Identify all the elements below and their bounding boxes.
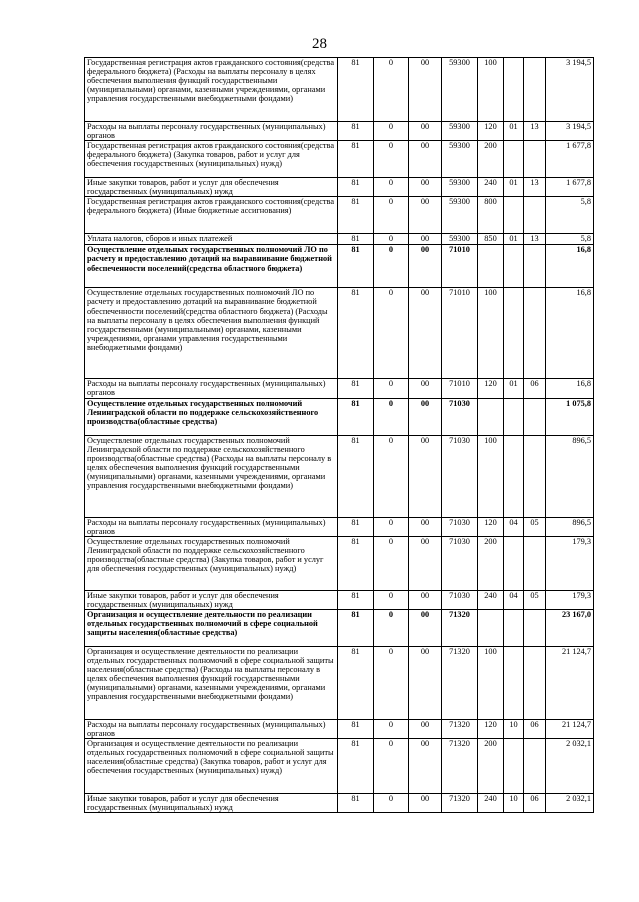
cell-c2: 0 xyxy=(374,141,409,178)
cell-name: Организация и осуществление деятельности по реализации отдельных государственных полномочий в сфере социальной защиты населения(областные средства) xyxy=(85,609,338,646)
cell-c6 xyxy=(504,58,524,122)
cell-c5: 240 xyxy=(478,794,504,813)
cell-name: Иные закупки товаров, работ и услуг для обеспечения государственных (муниципальных) нужд xyxy=(85,178,338,197)
cell-c5: 200 xyxy=(478,739,504,794)
cell-amount: 1 075,8 xyxy=(546,398,594,435)
cell-c4: 71030 xyxy=(442,590,478,609)
cell-c6 xyxy=(504,141,524,178)
cell-c7: 13 xyxy=(524,234,546,245)
table-row xyxy=(85,122,594,141)
cell-name: Государственная регистрация актов гражданского состояния(средства федерального бюджета) (Расходы на выплаты персоналу в целях обеспечения выполнения функций государственными (муниципальными) органами, казенными учреждениями, органами управления государственными внебюджетными фондами) xyxy=(85,58,338,122)
cell-name: Уплата налогов, сборов и иных платежей xyxy=(85,234,338,245)
cell-c2: 0 xyxy=(374,794,409,813)
cell-c3: 00 xyxy=(409,178,442,197)
cell-c7 xyxy=(524,58,546,122)
cell-c2: 0 xyxy=(374,719,409,738)
cell-c5: 200 xyxy=(478,141,504,178)
cell-c4: 59300 xyxy=(442,122,478,141)
cell-c4: 71030 xyxy=(442,435,478,517)
cell-c5: 200 xyxy=(478,536,504,590)
table-row xyxy=(85,379,594,398)
cell-c7: 13 xyxy=(524,122,546,141)
cell-c6: 01 xyxy=(504,178,524,197)
cell-c5: 240 xyxy=(478,178,504,197)
cell-name: Иные закупки товаров, работ и услуг для обеспечения государственных (муниципальных) нужд xyxy=(85,794,338,813)
table-row xyxy=(85,536,594,590)
cell-c2: 0 xyxy=(374,288,409,379)
cell-c6: 04 xyxy=(504,590,524,609)
cell-c6: 01 xyxy=(504,379,524,398)
cell-c3: 00 xyxy=(409,536,442,590)
cell-c2: 0 xyxy=(374,398,409,435)
table-row xyxy=(85,58,594,122)
cell-c3: 00 xyxy=(409,197,442,234)
table-row xyxy=(85,590,594,609)
cell-c1: 81 xyxy=(338,435,374,517)
cell-name: Государственная регистрация актов гражданского состояния(средства федерального бюджета) (Иные бюджетные ассигнования) xyxy=(85,197,338,234)
cell-c4: 71010 xyxy=(442,379,478,398)
cell-amount: 21 124,7 xyxy=(546,719,594,738)
cell-c5: 100 xyxy=(478,435,504,517)
cell-amount: 1 677,8 xyxy=(546,141,594,178)
cell-name: Осуществление отдельных государственных полномочий Ленинградской области по поддержке сельскохозяйственного производства(областные средства) xyxy=(85,398,338,435)
cell-c1: 81 xyxy=(338,178,374,197)
cell-c3: 00 xyxy=(409,379,442,398)
cell-c7 xyxy=(524,536,546,590)
cell-amount: 16,8 xyxy=(546,288,594,379)
table-row xyxy=(85,609,594,646)
cell-c4: 71320 xyxy=(442,794,478,813)
cell-c4: 71320 xyxy=(442,719,478,738)
cell-c6 xyxy=(504,536,524,590)
cell-amount: 896,5 xyxy=(546,517,594,536)
cell-c7 xyxy=(524,288,546,379)
cell-c3: 00 xyxy=(409,609,442,646)
page-number: 28 xyxy=(312,36,327,52)
table-row xyxy=(85,398,594,435)
table-row xyxy=(85,178,594,197)
cell-name: Расходы на выплаты персоналу государственных (муниципальных) органов xyxy=(85,122,338,141)
cell-c4: 59300 xyxy=(442,197,478,234)
cell-name: Осуществление отдельных государственных полномочий Ленинградской области по поддержке сельскохозяйственного производства(областные средства) (Расходы на выплаты персоналу в целях обеспечения выполнения функций государственными (муниципальными) органами, казенными учреждениями, органами управления государственными внебюджетными фондами) xyxy=(85,435,338,517)
cell-c1: 81 xyxy=(338,536,374,590)
cell-c2: 0 xyxy=(374,197,409,234)
cell-c2: 0 xyxy=(374,234,409,245)
cell-c1: 81 xyxy=(338,197,374,234)
cell-amount: 179,3 xyxy=(546,590,594,609)
cell-c4: 71320 xyxy=(442,646,478,719)
cell-c6 xyxy=(504,197,524,234)
cell-name: Организация и осуществление деятельности по реализации отдельных государственных полномочий в сфере социальной защиты населения(областные средства) (Расходы на выплаты персоналу в целях обеспечения выполнения функций государственными (муниципальными) органами, казенными учреждениями, органами управления государственными внебюджетными фондами) xyxy=(85,646,338,719)
cell-amount: 5,8 xyxy=(546,197,594,234)
table-row xyxy=(85,435,594,517)
cell-c5: 100 xyxy=(478,288,504,379)
cell-amount: 21 124,7 xyxy=(546,646,594,719)
cell-c3: 00 xyxy=(409,58,442,122)
cell-c5: 800 xyxy=(478,197,504,234)
cell-c4: 71030 xyxy=(442,536,478,590)
cell-c1: 81 xyxy=(338,609,374,646)
cell-c2: 0 xyxy=(374,178,409,197)
cell-c3: 00 xyxy=(409,435,442,517)
cell-c7 xyxy=(524,245,546,288)
cell-name: Расходы на выплаты персоналу государственных (муниципальных) органов xyxy=(85,517,338,536)
cell-c1: 81 xyxy=(338,739,374,794)
cell-c5: 850 xyxy=(478,234,504,245)
table-row xyxy=(85,141,594,178)
cell-c7: 05 xyxy=(524,590,546,609)
cell-c2: 0 xyxy=(374,739,409,794)
cell-c7 xyxy=(524,646,546,719)
table-row xyxy=(85,288,594,379)
cell-c2: 0 xyxy=(374,590,409,609)
cell-c2: 0 xyxy=(374,58,409,122)
cell-c3: 00 xyxy=(409,719,442,738)
table-row xyxy=(85,234,594,245)
cell-c1: 81 xyxy=(338,719,374,738)
cell-c5 xyxy=(478,245,504,288)
cell-c5: 100 xyxy=(478,646,504,719)
cell-c4: 71010 xyxy=(442,245,478,288)
cell-c7 xyxy=(524,141,546,178)
cell-c2: 0 xyxy=(374,517,409,536)
cell-c4: 59300 xyxy=(442,234,478,245)
cell-c6: 01 xyxy=(504,234,524,245)
cell-c3: 00 xyxy=(409,245,442,288)
cell-c1: 81 xyxy=(338,58,374,122)
cell-c3: 00 xyxy=(409,288,442,379)
cell-c7: 06 xyxy=(524,794,546,813)
cell-amount: 1 677,8 xyxy=(546,178,594,197)
cell-c7 xyxy=(524,398,546,435)
cell-c1: 81 xyxy=(338,794,374,813)
cell-amount: 179,3 xyxy=(546,536,594,590)
cell-c4: 71010 xyxy=(442,288,478,379)
cell-c1: 81 xyxy=(338,288,374,379)
cell-c4: 71030 xyxy=(442,517,478,536)
table-body xyxy=(85,58,594,813)
cell-c5: 120 xyxy=(478,122,504,141)
cell-c6: 10 xyxy=(504,794,524,813)
cell-c4: 71030 xyxy=(442,398,478,435)
cell-c7: 06 xyxy=(524,719,546,738)
table-row xyxy=(85,739,594,794)
cell-c5: 120 xyxy=(478,517,504,536)
cell-c6 xyxy=(504,609,524,646)
cell-c2: 0 xyxy=(374,435,409,517)
cell-c4: 71320 xyxy=(442,609,478,646)
cell-amount: 2 032,1 xyxy=(546,739,594,794)
cell-c6 xyxy=(504,245,524,288)
cell-c6 xyxy=(504,435,524,517)
cell-c2: 0 xyxy=(374,122,409,141)
cell-amount: 3 194,5 xyxy=(546,122,594,141)
table-row xyxy=(85,794,594,813)
cell-c5: 120 xyxy=(478,379,504,398)
cell-amount: 16,8 xyxy=(546,245,594,288)
cell-name: Организация и осуществление деятельности по реализации отдельных государственных полномочий в сфере социальной защиты населения(областные средства) (Закупка товаров, работ и услуг для обеспечения государственных (муниципальных) нужд) xyxy=(85,739,338,794)
cell-c5: 240 xyxy=(478,590,504,609)
cell-c6 xyxy=(504,646,524,719)
table-row xyxy=(85,719,594,738)
cell-c5: 120 xyxy=(478,719,504,738)
cell-amount: 23 167,0 xyxy=(546,609,594,646)
cell-c6: 10 xyxy=(504,719,524,738)
cell-c7: 13 xyxy=(524,178,546,197)
table-row xyxy=(85,646,594,719)
cell-c2: 0 xyxy=(374,646,409,719)
cell-c1: 81 xyxy=(338,234,374,245)
cell-name: Расходы на выплаты персоналу государственных (муниципальных) органов xyxy=(85,379,338,398)
budget-table xyxy=(84,57,594,813)
cell-c3: 00 xyxy=(409,517,442,536)
cell-c6: 01 xyxy=(504,122,524,141)
table-row xyxy=(85,517,594,536)
cell-c4: 59300 xyxy=(442,178,478,197)
cell-c1: 81 xyxy=(338,141,374,178)
cell-c1: 81 xyxy=(338,245,374,288)
cell-c3: 00 xyxy=(409,590,442,609)
cell-c7: 05 xyxy=(524,517,546,536)
cell-c3: 00 xyxy=(409,141,442,178)
cell-c3: 00 xyxy=(409,398,442,435)
cell-c7 xyxy=(524,739,546,794)
cell-c5 xyxy=(478,398,504,435)
cell-c2: 0 xyxy=(374,379,409,398)
table-row xyxy=(85,245,594,288)
cell-name: Иные закупки товаров, работ и услуг для обеспечения государственных (муниципальных) нужд xyxy=(85,590,338,609)
cell-c1: 81 xyxy=(338,379,374,398)
cell-c3: 00 xyxy=(409,122,442,141)
cell-c1: 81 xyxy=(338,646,374,719)
cell-c6 xyxy=(504,398,524,435)
cell-c3: 00 xyxy=(409,234,442,245)
cell-name: Расходы на выплаты персоналу государственных (муниципальных) органов xyxy=(85,719,338,738)
cell-c6 xyxy=(504,739,524,794)
cell-c4: 59300 xyxy=(442,141,478,178)
cell-c7 xyxy=(524,609,546,646)
table-row xyxy=(85,197,594,234)
cell-c1: 81 xyxy=(338,398,374,435)
cell-amount: 896,5 xyxy=(546,435,594,517)
cell-name: Осуществление отдельных государственных полномочий ЛО по расчету и предоставлению дотаций на выравнивание бюджетной обеспеченности поселений(средства областного бюджета) (Расходы на выплаты персоналу в целях обеспечения выполнения функций государственными (муниципальными) органами, казенными учреждениями, органами управления государственными внебюджетными фондами) xyxy=(85,288,338,379)
cell-amount: 3 194,5 xyxy=(546,58,594,122)
cell-c3: 00 xyxy=(409,646,442,719)
cell-amount: 5,8 xyxy=(546,234,594,245)
cell-c6 xyxy=(504,288,524,379)
cell-c1: 81 xyxy=(338,122,374,141)
cell-c1: 81 xyxy=(338,590,374,609)
cell-c7 xyxy=(524,197,546,234)
cell-amount: 16,8 xyxy=(546,379,594,398)
cell-c3: 00 xyxy=(409,739,442,794)
cell-name: Осуществление отдельных государственных полномочий ЛО по расчету и предоставлению дотаций на выравнивание бюджетной обеспеченности поселений(средства областного бюджета) xyxy=(85,245,338,288)
cell-c4: 71320 xyxy=(442,739,478,794)
cell-c7: 06 xyxy=(524,379,546,398)
cell-c2: 0 xyxy=(374,245,409,288)
cell-c4: 59300 xyxy=(442,58,478,122)
cell-c5: 100 xyxy=(478,58,504,122)
cell-c2: 0 xyxy=(374,609,409,646)
cell-c1: 81 xyxy=(338,517,374,536)
cell-c6: 04 xyxy=(504,517,524,536)
cell-c2: 0 xyxy=(374,536,409,590)
cell-c7 xyxy=(524,435,546,517)
cell-name: Государственная регистрация актов гражданского состояния(средства федерального бюджета) (Закупка товаров, работ и услуг для обеспечения государственных (муниципальных) нужд) xyxy=(85,141,338,178)
cell-name: Осуществление отдельных государственных полномочий Ленинградской области по поддержке сельскохозяйственного производства(областные средства) (Закупка товаров, работ и услуг для обеспечения государственных (муниципальных) нужд) xyxy=(85,536,338,590)
cell-c3: 00 xyxy=(409,794,442,813)
cell-amount: 2 032,1 xyxy=(546,794,594,813)
cell-c5 xyxy=(478,609,504,646)
